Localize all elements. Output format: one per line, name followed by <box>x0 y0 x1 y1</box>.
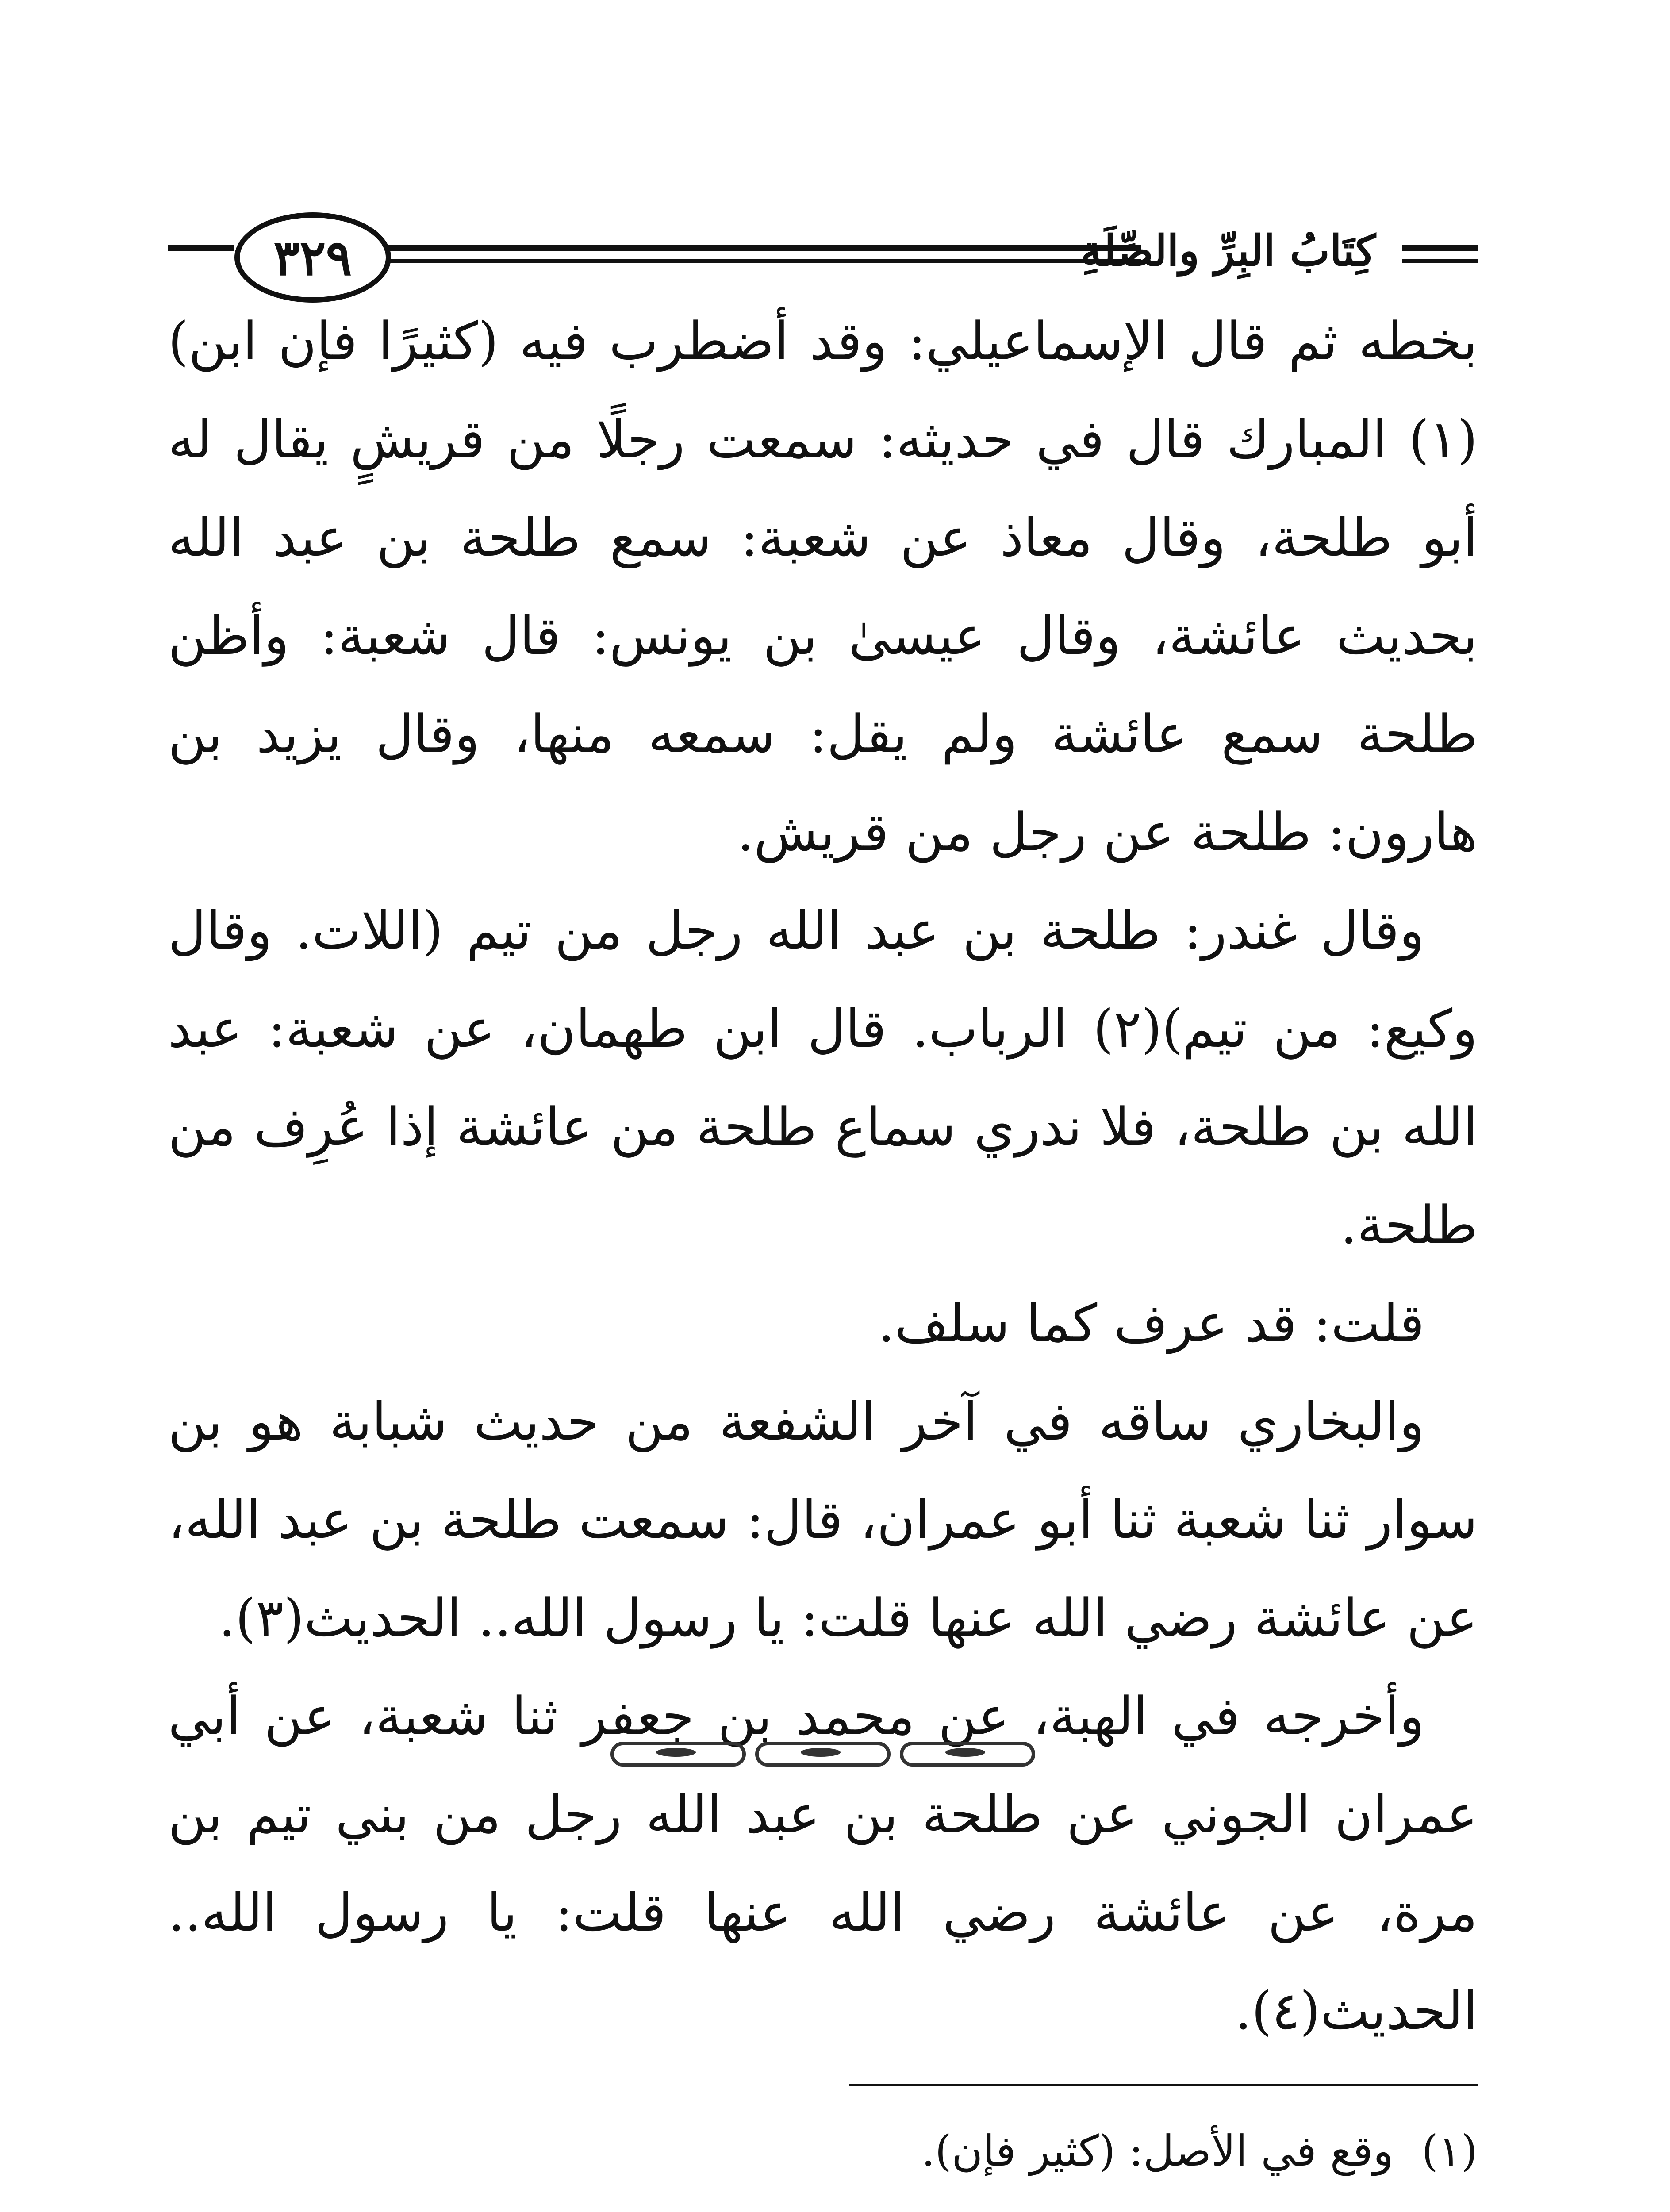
footnote-number <box>1411 2197 1478 2212</box>
footnote-number: (١) <box>1421 2126 1478 2176</box>
paragraph-5: وأخرجه في الهبة، عن محمد بن جعفر ثنا شعبة، عن أبي عمران الجوني عن طلحة بن عبد الله رجل من بني تيم بن مرة، عن عائشة رضي الله عنها قلت: يا رسول الله.. الحديث(٤). <box>168 1686 1478 2041</box>
ornament-motif <box>610 1742 746 1767</box>
footnote-text <box>1067 2197 1394 2212</box>
footnote <box>619 2197 1478 2212</box>
main-text <box>168 292 1478 2060</box>
header-rule-right-thin <box>1402 259 1478 263</box>
ornament-motif <box>755 1742 891 1767</box>
footnote <box>619 2106 1478 2197</box>
page-header <box>168 208 1478 296</box>
header-rule-left <box>168 245 234 251</box>
paragraph-1: بخطه ثم قال الإسماعيلي: وقد أضطرب فيه (كثيرًا فإن ابن)(١) المبارك قال في حديثه: سمعت رجلًا من قريشٍ يقال له أبو طلحة، وقال معاذ عن شعبة: سمع طلحة بن عبد الله بحديث عائشة، وقال عيسىٰ بن يونس: قال شعبة: وأظن طلحة سمع عائشة ولم يقل: سمعه منها، وقال يزيد بن هارون: طلحة عن رجل من قريش. <box>168 311 1478 863</box>
paragraph-4: والبخاري ساقه في آخر الشفعة من حديث شبابة هو بن سوار ثنا شعبة ثنا أبو عمران، قال: سمعت طلحة بن عبد الله، عن عائشة رضي الله عنها قلت: يا رسول الله.. الحديث(٣). <box>168 1391 1478 1648</box>
ornament-motif <box>900 1742 1035 1767</box>
header-rule-middle <box>380 245 1141 251</box>
paragraph-2: وقال غندر: طلحة بن عبد الله رجل من تيم (اللات. وقال وكيع: من تيم)(٢) الرباب. قال ابن طهمان، عن شعبة: عبد الله بن طلحة، فلا ندري سماع طلحة من عائشة إذا عُرِف من طلحة. <box>168 900 1478 1256</box>
running-title: كِتَابُ البِرِّ والصِّلَةِ <box>1080 226 1376 276</box>
header-rule-middle-thin <box>380 259 1141 263</box>
page-number: ٣٢٩ <box>234 212 391 303</box>
paragraph-3: قلت: قد عرف كما سلف. <box>878 1293 1424 1354</box>
header-rule-right <box>1402 245 1478 251</box>
footnote-separator <box>849 2084 1478 2086</box>
footnote-text: وقع في الأصل: (كثير فإن). <box>921 2126 1394 2176</box>
section-divider-ornament <box>610 1739 1035 1770</box>
footnotes <box>619 2106 1478 2212</box>
